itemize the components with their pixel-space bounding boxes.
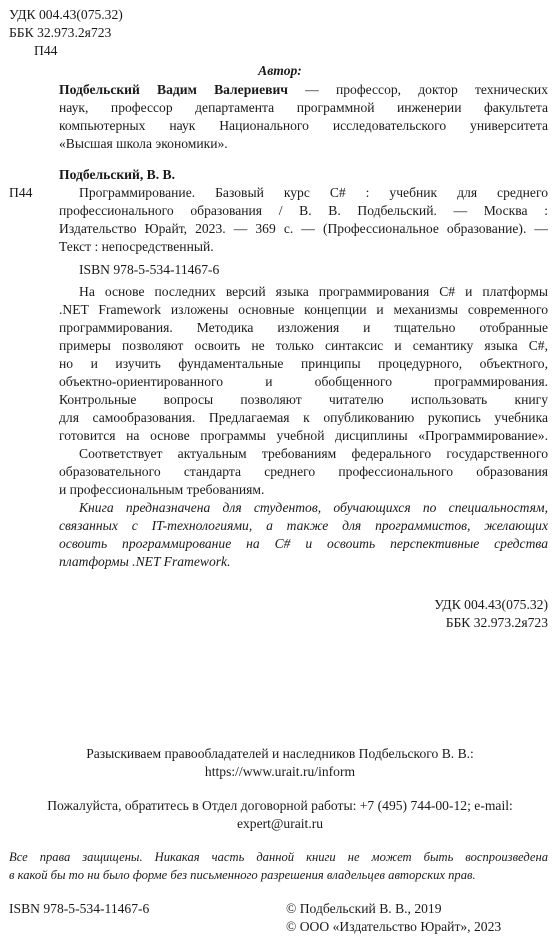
bib-isbn: ISBN 978-5-534-11467-6	[79, 262, 220, 277]
bbk-code: ББК 32.973.2я723	[9, 25, 112, 40]
abstract-p3-line: освоить программирование на C# и освоить перспективные средства	[59, 536, 548, 551]
abstract-p1-line: .NET Framework изложены основные концепции и механизмы современного	[59, 302, 548, 317]
contact-text: Пожалуйста, обратитесь в Отдел договорной работы: +7 (495) 744-00-12; e-mail:	[47, 798, 513, 813]
inform-link[interactable]: https://www.urait.ru/inform	[204, 764, 356, 779]
copyright-publisher: © ООО «Издательство Юрайт», 2023	[286, 919, 502, 934]
bib-line-2: профессионального образования / В. В. Подбельский. — Москва :	[59, 203, 548, 218]
abstract-p3-line: связанных с IT-технологиями, а также для программистов, желающих	[59, 518, 548, 533]
bib-line-4: Текст : непосредственный.	[59, 239, 214, 254]
abstract-p3-line: платформы .NET Framework.	[59, 554, 231, 569]
author-line-4: «Высшая школа экономики».	[59, 136, 228, 151]
abstract-p2-line: и профессиональным требованиям.	[59, 482, 265, 497]
author-heading: Автор:	[258, 63, 302, 78]
abstract-p1-line: объектно-ориентированного и обобщенного программирования.	[59, 374, 548, 389]
bib-mark: П44	[9, 185, 33, 200]
footer-isbn: ISBN 978-5-534-11467-6	[9, 901, 150, 916]
abstract-p2-line: Соответствует актуальным требованиям федерального государственного	[79, 446, 548, 461]
abstract-p1-line: готовится на основе программы учебной дисциплины «Программирование».	[59, 428, 548, 443]
contact-email-link[interactable]: expert@urait.ru	[236, 816, 324, 831]
author-line-3: компьютерных наук Национального исследовательского университета	[59, 118, 548, 133]
rightsholder-search-text: Разыскиваем правообладателей и наследников Подбельского В. В.:	[86, 746, 474, 761]
abstract-p3-line: Книга предназначена для студентов, обучающихся по специальностям,	[79, 500, 548, 515]
udk-code: УДК 004.43(075.32)	[9, 7, 123, 22]
abstract-p1-line: но и изучить фундаментальные принципы процедурного, объектного,	[59, 356, 548, 371]
author-line-2: наук, профессор департамента программной инженерии факультета	[59, 100, 548, 115]
abstract-p1-line: На основе последних версий языка программирования С# и платформы	[79, 284, 548, 299]
author-desc: — профессор, доктор технических	[287, 82, 548, 97]
abstract-p1-line: примеры позволяют освоить не только синтаксис и семантику языка C#,	[59, 338, 548, 353]
author-mark: П44	[34, 43, 58, 58]
bottom-udk-code: УДК 004.43(075.32)	[434, 597, 548, 612]
bib-line-3: Издательство Юрайт, 2023. — 369 с. — (Профессиональное образование). —	[59, 221, 548, 236]
author-line-1	[59, 81, 548, 99]
rights-notice-line-2: в какой бы то ни было форме без письменного разрешения владельцев авторских прав.	[9, 868, 476, 882]
abstract-p2-line: образовательного стандарта среднего профессионального образования	[59, 464, 548, 479]
abstract-p1-line: Контрольные вопросы позволяют читателю использовать книгу	[59, 392, 548, 407]
abstract-p1-line: для самообразования. Предлагаемая к опубликованию рукопись учебника	[59, 410, 548, 425]
rights-notice-line-1: Все права защищены. Никакая часть данной книги не может быть воспроизведена	[9, 850, 548, 864]
copyright-author: © Подбельский В. В., 2019	[286, 901, 442, 916]
bib-line-1: Программирование. Базовый курс С# : учебник для среднего	[79, 185, 548, 200]
bib-author-heading: Подбельский, В. В.	[59, 167, 175, 182]
abstract-p1-line: программирования. Методика изложения и тщательно отобранные	[59, 320, 548, 335]
bottom-bbk-code: ББК 32.973.2я723	[445, 615, 548, 630]
author-name: Подбельский Вадим Валериевич	[59, 82, 288, 97]
